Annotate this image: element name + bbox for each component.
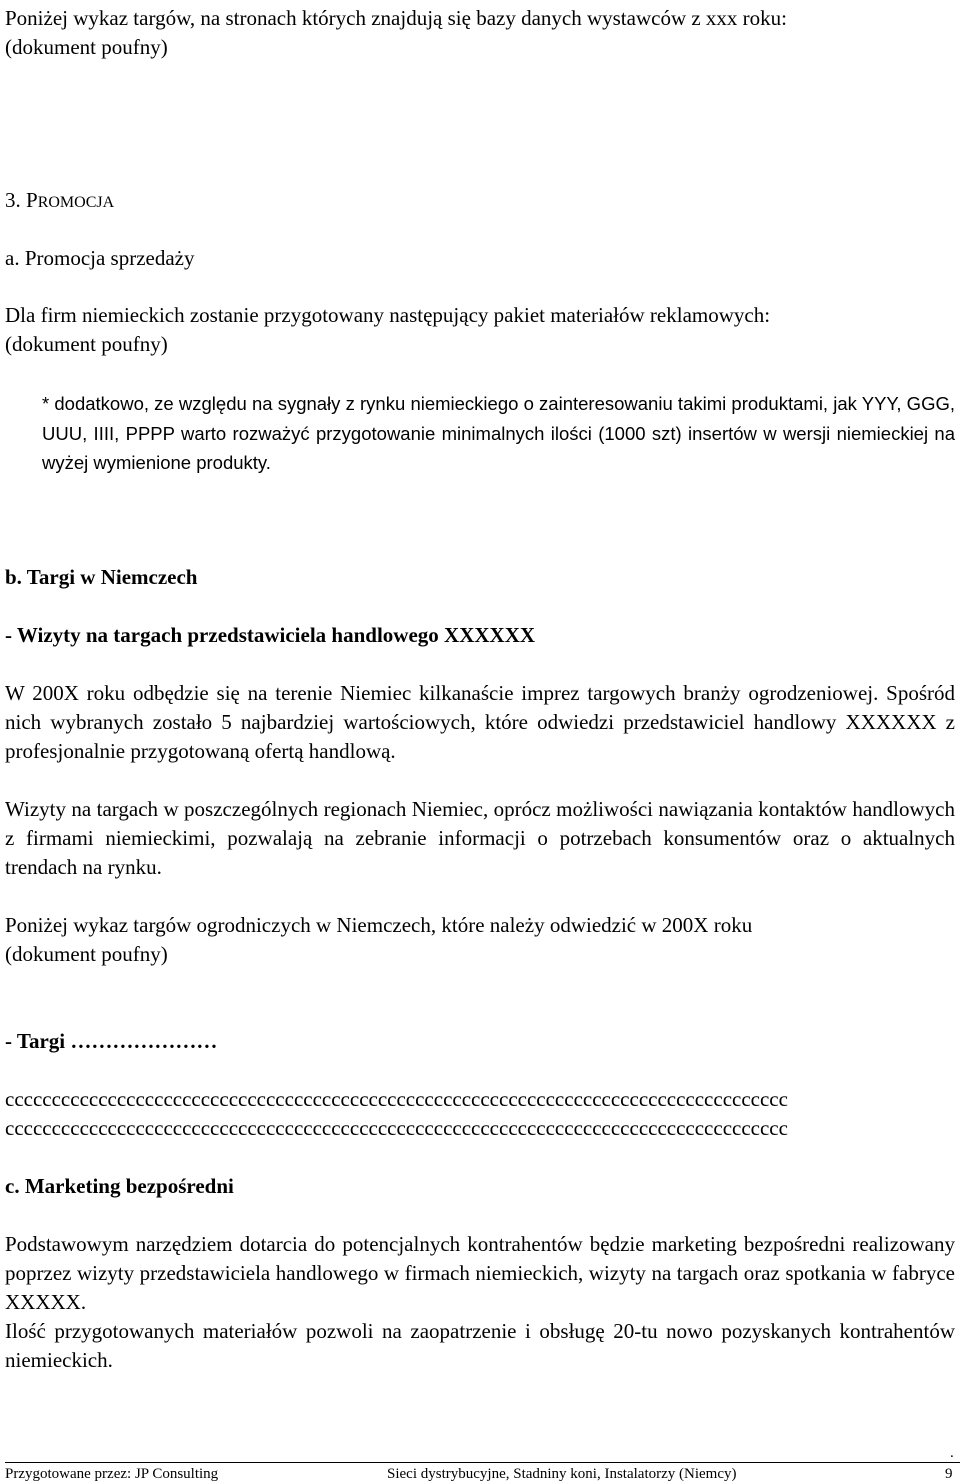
section-b-heading: b. Targi w Niemczech	[5, 565, 198, 589]
confidential-note: (dokument poufny)	[5, 332, 168, 356]
footer-author: Przygotowane przez: JP Consulting	[5, 1466, 219, 1482]
section-c-heading: c. Marketing bezpośredni	[5, 1174, 234, 1198]
placeholder-line: cccccccccccccccccccccccccccccccccccccccccccccccccccccccccccccccccccccccccccccccccccc	[5, 1116, 788, 1140]
section-number: 3.	[5, 188, 21, 212]
section-b-paragraph: Wizyty na targach w poszczególnych regionach Niemiec, oprócz możliwości nawiązania kontaktów handlowych z firmami niemieckimi, pozwalają na zebranie informacji o potrzebach konsumentów oraz o aktualnych trendach na rynku.	[5, 797, 955, 879]
footer-dot: .	[950, 1445, 954, 1461]
section-b-paragraph: W 200X roku odbędzie się na terenie Niemiec kilkanaście imprez targowych branży ogrodzeniowej. Spośród nich wybranych zostało 5 najbardziej wartościowych, które odwiedzi przedstawiciel handlowy XXXXXX z profesjonalnie przygotowaną ofertą handlową.	[5, 681, 955, 763]
section-3-heading	[5, 186, 955, 217]
section-a-intro: Dla firm niemieckich zostanie przygotowany następujący pakiet materiałów reklamowych:	[5, 303, 771, 327]
section-title-rest: ROMOCJA	[37, 194, 115, 211]
section-title-initial: P	[26, 188, 38, 212]
fairs-list-intro: Poniżej wykaz targów ogrodniczych w Niemczech, które należy odwiedzić w 200X roku	[5, 913, 753, 937]
section-a-heading: a. Promocja sprzedaży	[5, 246, 195, 270]
section-b-subheading: - Wizyty na targach przedstawiciela handlowego XXXXXX	[5, 623, 536, 647]
footer-title: Sieci dystrybucyjne, Stadniny koni, Instalatorzy (Niemcy)	[387, 1466, 737, 1482]
footer-rule	[5, 1462, 960, 1463]
confidential-note: (dokument poufny)	[5, 942, 168, 966]
page-number: 9	[945, 1466, 953, 1482]
section-a-footnote: * dodatkowo, ze względu na sygnały z rynku niemieckiego o zainteresowaniu takimi produktami, jak YYY, GGG, UUU, IIII, PPPP warto rozważyć przygotowanie minimalnych ilości (1000 szt) insertów w wersji niemieckiej na wyżej wymienione produkty.	[42, 393, 955, 473]
section-c-paragraph: Podstawowym narzędziem dotarcia do potencjalnych kontrahentów będzie marketing bezpośredni realizowany poprzez wizyty przedstawiciela handlowego w firmach niemieckich, wizyty na targach oraz spotkania w fabryce XXXXX.	[5, 1232, 955, 1314]
section-c-paragraph: Ilość przygotowanych materiałów pozwoli na zaopatrzenie i obsługę 20-tu nowo pozyskanych kontrahentów niemieckich.	[5, 1319, 955, 1372]
confidential-note: (dokument poufny)	[5, 35, 168, 59]
fairs-label: - Targi …………………	[5, 1029, 218, 1053]
document-page	[5, 0, 955, 1484]
intro-line: Poniżej wykaz targów, na stronach których znajdują się bazy danych wystawców z xxx roku:	[5, 6, 788, 30]
placeholder-line: cccccccccccccccccccccccccccccccccccccccccccccccccccccccccccccccccccccccccccccccccccc	[5, 1087, 788, 1111]
